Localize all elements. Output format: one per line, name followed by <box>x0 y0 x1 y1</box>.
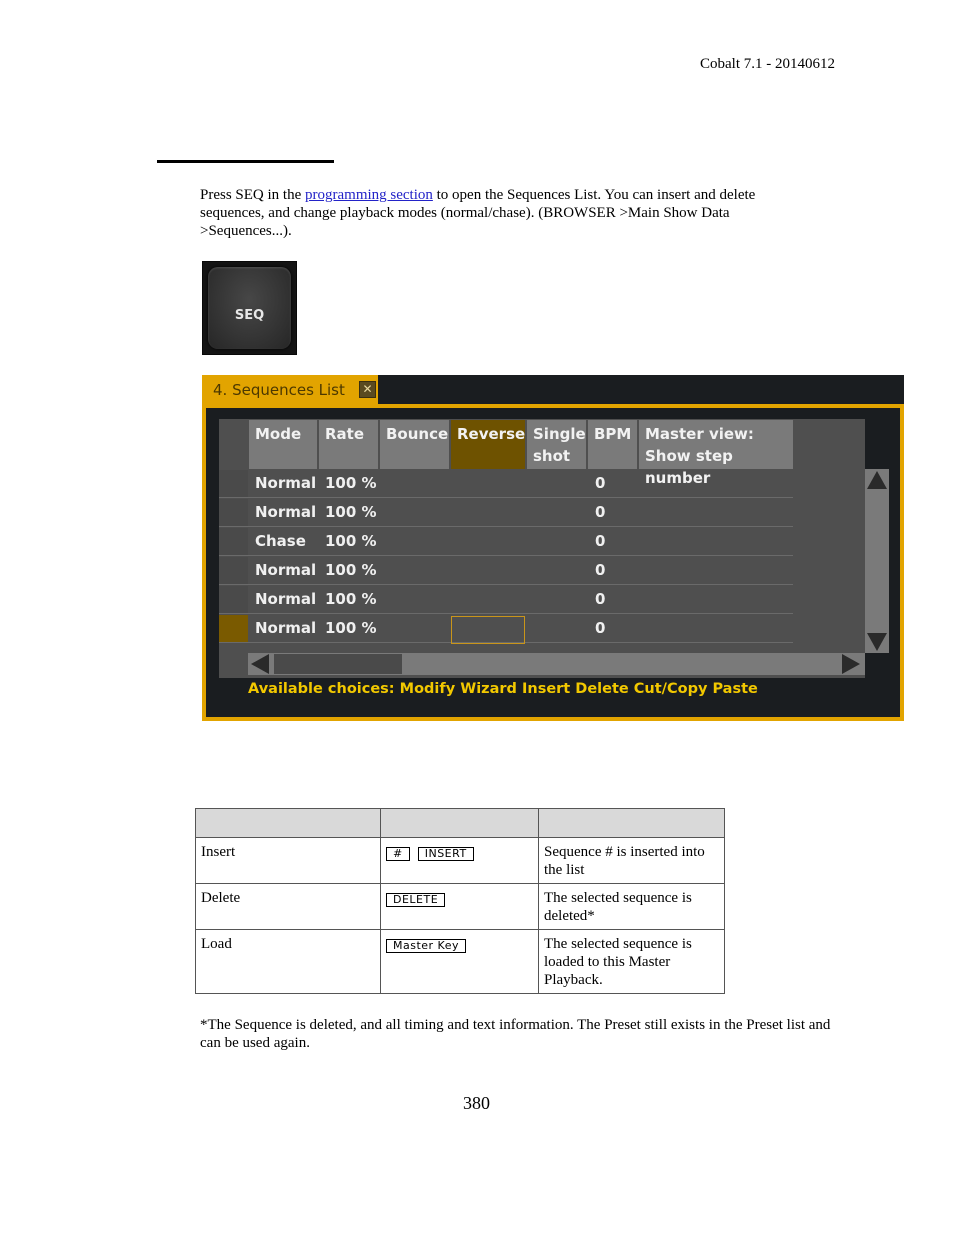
horizontal-scrollbar[interactable] <box>248 653 865 675</box>
table-row[interactable] <box>219 586 793 614</box>
cell-rate: 100 % <box>325 474 377 492</box>
scroll-left-arrow-icon[interactable] <box>251 654 269 674</box>
row-handle[interactable] <box>219 557 248 584</box>
cell-bpm: 0 <box>595 532 606 550</box>
sequences-list-window <box>202 375 904 721</box>
column-header-bpm[interactable] <box>588 420 637 469</box>
cell-description: The selected sequence is deleted* <box>539 884 725 930</box>
column-header-master-view[interactable] <box>639 420 793 487</box>
table-row[interactable] <box>219 470 793 498</box>
section-rule <box>157 160 334 163</box>
table-row[interactable] <box>219 557 793 585</box>
footnote: *The Sequence is deleted, and all timing and text information. The Preset still exists in the Preset list and can be used again. <box>200 1017 831 1051</box>
row-handle[interactable] <box>219 528 248 555</box>
table-row <box>196 884 725 930</box>
close-icon[interactable]: ✕ <box>359 381 376 398</box>
column-header-single-shot[interactable] <box>527 420 586 469</box>
cell-mode: Normal <box>255 561 317 579</box>
cell-action: Load <box>196 930 381 994</box>
column-header-mode[interactable] <box>249 420 317 469</box>
cell-bpm: 0 <box>595 503 606 521</box>
cell-bpm: 0 <box>595 619 606 637</box>
column-header-label-line2: Show step number <box>645 447 733 487</box>
column-header-label: Mode <box>255 425 302 443</box>
table-header-cell <box>539 809 725 838</box>
cell-keys <box>381 838 539 884</box>
column-header-label: BPM <box>594 425 632 443</box>
cell-keys <box>381 884 539 930</box>
cell-bpm: 0 <box>595 474 606 492</box>
cell-bpm: 0 <box>595 590 606 608</box>
row-handle[interactable] <box>219 499 248 526</box>
column-header-label: Bounce <box>386 425 449 443</box>
keys-table <box>195 808 725 994</box>
column-header-label: Single <box>533 425 586 443</box>
cell-mode: Normal <box>255 503 317 521</box>
table-row[interactable] <box>219 528 793 556</box>
cell-rate: 100 % <box>325 619 377 637</box>
column-header-rate[interactable] <box>319 420 378 469</box>
cell-rate: 100 % <box>325 561 377 579</box>
page-number: 380 <box>463 1093 490 1113</box>
column-header-label: Master view: <box>645 425 754 443</box>
horizontal-scroll-thumb[interactable] <box>274 654 402 674</box>
column-header-reverse[interactable] <box>451 420 525 469</box>
cell-action: Delete <box>196 884 381 930</box>
tab-sequences-list[interactable] <box>202 375 378 406</box>
column-header-label: Rate <box>325 425 365 443</box>
key-hash: # <box>386 847 410 861</box>
cell-keys <box>381 930 539 994</box>
cell-rate: 100 % <box>325 590 377 608</box>
cell-mode: Chase <box>255 532 306 550</box>
cell-action: Insert <box>196 838 381 884</box>
key-delete: DELETE <box>386 893 445 907</box>
scroll-right-arrow-icon[interactable] <box>842 654 860 674</box>
status-available-choices: Available choices: Modify Wizard Insert Delete Cut/Copy Paste <box>248 681 758 697</box>
intro-text-before: Press SEQ in the <box>200 187 305 203</box>
cell-mode: Normal <box>255 474 317 492</box>
intro-text-after: to open the Sequences List. You can insert and delete sequences, and change playback modes (normal/chase). (BROWSER >Main Show Data >Sequences...). <box>200 187 756 239</box>
key-insert: INSERT <box>418 847 474 861</box>
cell-mode: Normal <box>255 619 317 637</box>
table-row[interactable] <box>219 499 793 527</box>
key-master-key: Master Key <box>386 939 466 953</box>
seq-key-image <box>202 261 297 355</box>
cell-rate: 100 % <box>325 503 377 521</box>
programming-section-link[interactable]: programming section <box>305 187 433 203</box>
row-handle[interactable] <box>219 470 248 497</box>
seq-key-cap <box>208 267 291 349</box>
row-handle[interactable] <box>219 586 248 613</box>
column-header-label-line2: shot <box>533 447 571 465</box>
cell-bpm: 0 <box>595 561 606 579</box>
tab-title: 4. Sequences List <box>213 381 345 399</box>
cell-rate: 100 % <box>325 532 377 550</box>
cell-mode: Normal <box>255 590 317 608</box>
scroll-down-arrow-icon[interactable] <box>867 633 887 651</box>
table-header-row <box>196 809 725 838</box>
column-header-bounce[interactable] <box>380 420 449 469</box>
column-header-label: Reverse <box>457 425 526 443</box>
document-header: Cobalt 7.1 - 20140612 <box>700 56 835 72</box>
seq-key-label: SEQ <box>234 308 265 323</box>
scroll-up-arrow-icon[interactable] <box>867 471 887 489</box>
table-header-cell <box>196 809 381 838</box>
selected-cell-reverse[interactable] <box>451 616 525 644</box>
table-header-cell <box>381 809 539 838</box>
cell-description: Sequence # is inserted into the list <box>539 838 725 884</box>
vertical-scrollbar[interactable] <box>865 469 889 653</box>
table-row <box>196 930 725 994</box>
cell-description: The selected sequence is loaded to this Master Playback. <box>539 930 725 994</box>
intro-paragraph <box>200 186 810 240</box>
table-row <box>196 838 725 884</box>
row-handle-selected[interactable] <box>219 615 248 642</box>
